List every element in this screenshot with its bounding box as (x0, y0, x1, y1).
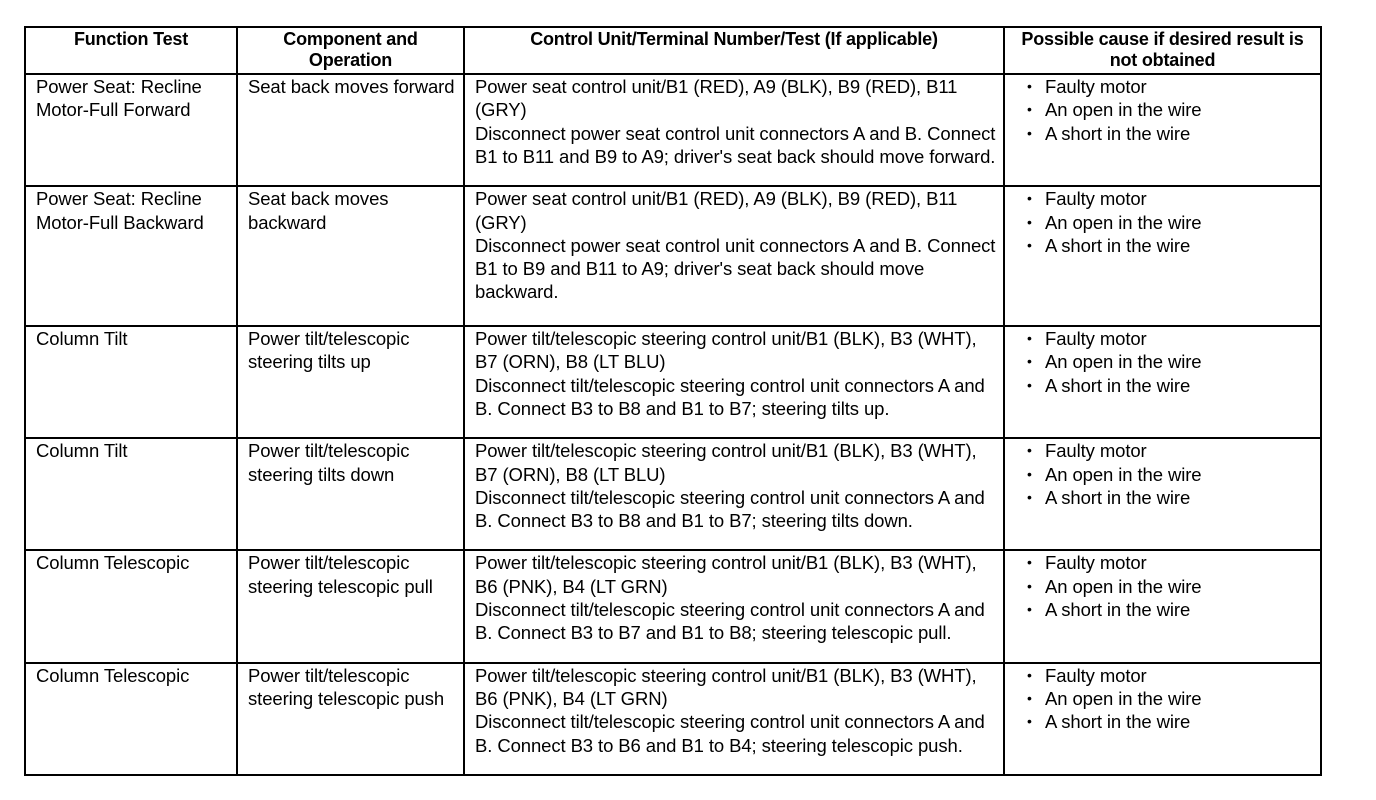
header-function-test: Function Test (25, 27, 237, 74)
possible-cause-cell (1004, 550, 1321, 662)
control-unit-test-procedure: Disconnect power seat control unit connectors A and B. Connect B1 to B11 and B9 to A9; driver's seat back should move forward. (475, 122, 996, 167)
table-header (25, 27, 1321, 74)
bullet-icon: • (1027, 690, 1032, 707)
bullet-icon: • (1027, 488, 1032, 505)
component-operation-cell: Power tilt/telescopic steering tilts down (237, 438, 464, 550)
control-unit-cell (464, 326, 1004, 438)
cause-item (1027, 187, 1314, 210)
bullet-icon: • (1027, 713, 1032, 730)
control-unit-test-procedure: Disconnect tilt/telescopic steering control unit connectors A and B. Connect B3 to B6 and B1 to B4; steering telescopic push. (475, 711, 985, 756)
control-unit-terminals: Power seat control unit/B1 (RED), A9 (BLK), B9 (RED), B11 (GRY) (475, 188, 958, 233)
possible-cause-cell (1004, 438, 1321, 550)
control-unit-cell (464, 186, 1004, 326)
cause-item (1027, 75, 1314, 98)
function-test-cell: Column Tilt (25, 326, 237, 438)
table-row (25, 326, 1321, 438)
bullet-icon: • (1027, 236, 1032, 253)
table-row (25, 550, 1321, 662)
table-row (25, 186, 1321, 326)
bullet-icon: • (1027, 124, 1032, 141)
bullet-icon: • (1027, 666, 1032, 683)
cause-text: Faulty motor (1045, 327, 1147, 349)
cause-text: An open in the wire (1045, 211, 1202, 233)
cause-text: An open in the wire (1045, 575, 1202, 597)
bullet-icon: • (1027, 577, 1032, 594)
cause-item (1027, 598, 1314, 621)
bullet-icon: • (1027, 213, 1032, 230)
cause-item (1027, 98, 1314, 121)
control-unit-terminals: Power tilt/telescopic steering control unit/B1 (BLK), B3 (WHT), B6 (PNK), B4 (LT GRN) (475, 664, 977, 710)
cause-text: A short in the wire (1045, 486, 1191, 508)
function-test-cell: Column Telescopic (25, 550, 237, 662)
control-unit-cell (464, 550, 1004, 662)
table-body (25, 74, 1321, 775)
possible-cause-cell (1004, 663, 1321, 775)
cause-item (1027, 350, 1314, 373)
component-operation-cell: Power tilt/telescopic steering telescopic push (237, 663, 464, 775)
cause-item (1027, 551, 1314, 574)
control-unit-cell (464, 438, 1004, 550)
cause-item (1027, 234, 1314, 257)
control-unit-terminals: Power tilt/telescopic steering control unit/B1 (BLK), B3 (WHT), B7 (ORN), B8 (LT BLU) (475, 327, 977, 373)
control-unit-terminals: Power seat control unit/B1 (RED), A9 (BLK), B9 (RED), B11 (GRY) (475, 76, 958, 121)
cause-list (1015, 327, 1314, 397)
table-row (25, 438, 1321, 550)
cause-text: A short in the wire (1045, 599, 1191, 621)
cause-text: A short in the wire (1045, 374, 1191, 396)
bullet-icon: • (1027, 353, 1032, 370)
bullet-icon: • (1027, 101, 1032, 118)
control-unit-cell (464, 74, 1004, 186)
cause-list (1015, 187, 1314, 257)
cause-item (1027, 327, 1314, 350)
cause-text: Faulty motor (1045, 440, 1147, 462)
cause-item (1027, 710, 1314, 733)
cause-text: An open in the wire (1045, 463, 1202, 485)
cause-item (1027, 374, 1314, 397)
component-operation-cell: Seat back moves forward (237, 74, 464, 186)
function-test-cell: Column Tilt (25, 438, 237, 550)
cause-item (1027, 486, 1314, 509)
table-row (25, 74, 1321, 186)
control-unit-terminals: Power tilt/telescopic steering control unit/B1 (BLK), B3 (WHT), B7 (ORN), B8 (LT BLU) (475, 440, 977, 485)
cause-item (1027, 664, 1314, 687)
bullet-icon: • (1027, 190, 1032, 207)
bullet-icon: • (1027, 376, 1032, 393)
control-unit-test-procedure: Disconnect power seat control unit connectors A and B. Connect B1 to B9 and B11 to A9; driver's seat back should move backward. (475, 234, 996, 303)
cause-text: Faulty motor (1045, 76, 1147, 97)
control-unit-test-procedure: Disconnect tilt/telescopic steering control unit connectors A and B. Connect B3 to B8 and B1 to B7; steering tilts up. (475, 374, 985, 419)
cause-text: A short in the wire (1045, 711, 1191, 733)
bullet-icon: • (1027, 78, 1032, 94)
control-unit-cell (464, 663, 1004, 775)
cause-text: Faulty motor (1045, 188, 1147, 210)
header-possible-cause: Possible cause if desired result is not obtained (1004, 27, 1321, 74)
bullet-icon: • (1027, 329, 1032, 346)
component-operation-cell: Seat back moves backward (237, 186, 464, 326)
cause-text: An open in the wire (1045, 99, 1202, 121)
cause-text: Faulty motor (1045, 664, 1147, 686)
function-test-cell: Power Seat: Recline Motor-Full Forward (25, 74, 237, 186)
cause-text: Faulty motor (1045, 552, 1147, 574)
table-row (25, 663, 1321, 775)
component-operation-cell: Power tilt/telescopic steering tilts up (237, 326, 464, 438)
cause-text: A short in the wire (1045, 234, 1191, 256)
header-row (25, 27, 1321, 74)
cause-list (1015, 551, 1314, 621)
bullet-icon: • (1027, 554, 1032, 571)
function-test-table (24, 26, 1322, 776)
control-unit-terminals: Power tilt/telescopic steering control unit/B1 (BLK), B3 (WHT), B6 (PNK), B4 (LT GRN) (475, 552, 977, 597)
control-unit-test-procedure: Disconnect tilt/telescopic steering control unit connectors A and B. Connect B3 to B7 and B1 to B8; steering telescopic pull. (475, 599, 985, 644)
cause-item (1027, 439, 1314, 462)
cause-item (1027, 575, 1314, 598)
cause-item (1027, 463, 1314, 486)
bullet-icon: • (1027, 601, 1032, 618)
header-control-unit: Control Unit/Terminal Number/Test (If applicable) (464, 27, 1004, 74)
possible-cause-cell (1004, 74, 1321, 186)
cause-text: A short in the wire (1045, 122, 1191, 144)
cause-list (1015, 75, 1314, 145)
bullet-icon: • (1027, 442, 1032, 459)
function-test-cell: Power Seat: Recline Motor-Full Backward (25, 186, 237, 326)
header-component-operation: Component and Operation (237, 27, 464, 74)
cause-item (1027, 122, 1314, 145)
control-unit-test-procedure: Disconnect tilt/telescopic steering control unit connectors A and B. Connect B3 to B8 and B1 to B7; steering tilts down. (475, 486, 985, 532)
cause-text: An open in the wire (1045, 351, 1202, 373)
cause-item (1027, 687, 1314, 710)
cause-item (1027, 211, 1314, 234)
cause-list (1015, 664, 1314, 734)
possible-cause-cell (1004, 186, 1321, 326)
function-test-cell: Column Telescopic (25, 663, 237, 775)
component-operation-cell: Power tilt/telescopic steering telescopic pull (237, 550, 464, 662)
possible-cause-cell (1004, 326, 1321, 438)
bullet-icon: • (1027, 465, 1032, 482)
cause-list (1015, 439, 1314, 509)
cause-text: An open in the wire (1045, 688, 1202, 710)
